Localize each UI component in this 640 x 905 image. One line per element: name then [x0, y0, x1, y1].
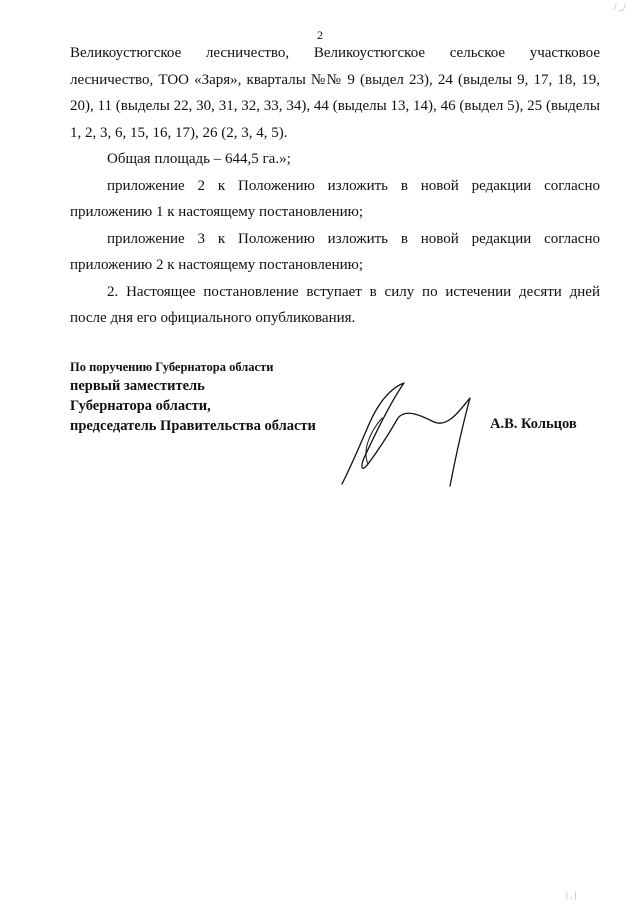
- paragraph-forestry-list: Великоустюгское лесничество, Великоустюгское сельское участковое лесничество, ТОО «Заря», кварталы №№ 9 (выдел 23), 24 (выделы 9, 17, 18, 19, 20), 11 (выделы 22, 30, 31, 32, 33, 34), 44 (выделы 13, 14), 46 (выдел 5), 25 (выделы 1, 2, 3, 6, 15, 16, 17), 26 (2, 3, 4, 5).: [70, 45, 600, 141]
- document-body: [70, 40, 600, 332]
- scan-artifact: / _/: [614, 2, 626, 12]
- page-number: 2: [317, 28, 323, 42]
- paragraph-appendix-3: приложение 3 к Положению изложить в новой редакции согласно приложению 2 к настоящему постановлению;: [70, 230, 600, 273]
- paragraph-appendix-2: приложение 2 к Положению изложить в новой редакции согласно приложению 1 к настоящему постановлению;: [70, 177, 600, 220]
- scan-artifact: | . |: [566, 890, 577, 900]
- signatory-name: А.В. Кольцов: [490, 416, 577, 432]
- signatory-title-3: председатель Правительства области: [70, 418, 316, 434]
- paragraph-effective-date: 2. Настоящее постановление вступает в силу по истечении десяти дней после дня его официального опубликования.: [70, 283, 600, 326]
- signatory-title-1: первый заместитель: [70, 378, 205, 394]
- signatory-title-2: Губернатора области,: [70, 398, 211, 414]
- signatory-authority: По поручению Губернатора области: [70, 360, 274, 374]
- paragraph-total-area: Общая площадь – 644,5 га.»;: [107, 151, 291, 167]
- handwritten-signature: [332, 380, 482, 490]
